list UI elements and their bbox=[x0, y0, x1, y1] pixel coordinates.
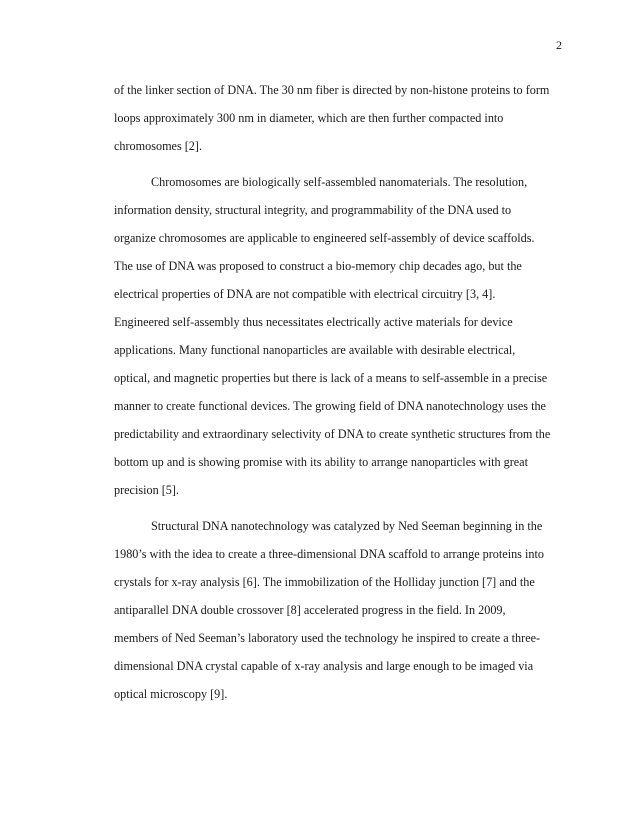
paragraph-3-line-2: 1980’s with the idea to create a three-dimensional DNA scaffold to arrange proteins into bbox=[114, 547, 544, 561]
paragraph-2-line-4: The use of DNA was proposed to construct a bio-memory chip decades ago, but the bbox=[114, 259, 522, 273]
paragraph-3-line-5: members of Ned Seeman’s laboratory used the technology he inspired to create a three- bbox=[114, 631, 541, 645]
paragraph-3-line-6: dimensional DNA crystal capable of x-ray analysis and large enough to be imaged via bbox=[114, 659, 534, 673]
paragraph-2-line-8: optical, and magnetic properties but there is lack of a means to self-assemble in a precise bbox=[114, 371, 548, 385]
paragraph-3-line-3: crystals for x-ray analysis [6]. The immobilization of the Holliday junction [7] and the bbox=[114, 575, 535, 589]
paragraph-1-line-2: loops approximately 300 nm in diameter, which are then further compacted into bbox=[114, 111, 504, 125]
paragraph-1-line-1: of the linker section of DNA. The 30 nm fiber is directed by non-histone proteins to form bbox=[114, 83, 550, 97]
paragraph-2-line-12: precision [5]. bbox=[114, 483, 179, 497]
paragraph-2-line-7: applications. Many functional nanoparticles are available with desirable electrical, bbox=[114, 343, 516, 357]
paragraph-2-line-10: predictability and extraordinary selectivity of DNA to create synthetic structures from the bbox=[114, 427, 551, 441]
paragraph-2-line-11: bottom up and is showing promise with its ability to arrange nanoparticles with great bbox=[114, 455, 528, 469]
page-number: 2 bbox=[556, 38, 562, 52]
paragraph-3-line-4: antiparallel DNA double crossover [8] accelerated progress in the field. In 2009, bbox=[114, 603, 506, 617]
paragraph-3-line-1: Structural DNA nanotechnology was catalyzed by Ned Seeman beginning in the bbox=[151, 519, 543, 533]
paragraph-2-line-1: Chromosomes are biologically self-assembled nanomaterials. The resolution, bbox=[151, 175, 528, 189]
paragraph-2-line-9: manner to create functional devices. The growing field of DNA nanotechnology uses the bbox=[114, 399, 546, 413]
paragraph-2-line-3: organize chromosomes are applicable to engineered self-assembly of device scaffolds. bbox=[114, 231, 535, 245]
paragraph-2-line-2: information density, structural integrity, and programmability of the DNA used to bbox=[114, 203, 512, 217]
paragraph-2-line-5: electrical properties of DNA are not compatible with electrical circuitry [3, 4]. bbox=[114, 287, 496, 301]
paragraph-1-line-3: chromosomes [2]. bbox=[114, 139, 203, 153]
paragraph-2-line-6: Engineered self-assembly thus necessitates electrically active materials for device bbox=[114, 315, 513, 329]
paragraph-3-line-7: optical microscopy [9]. bbox=[114, 687, 228, 701]
